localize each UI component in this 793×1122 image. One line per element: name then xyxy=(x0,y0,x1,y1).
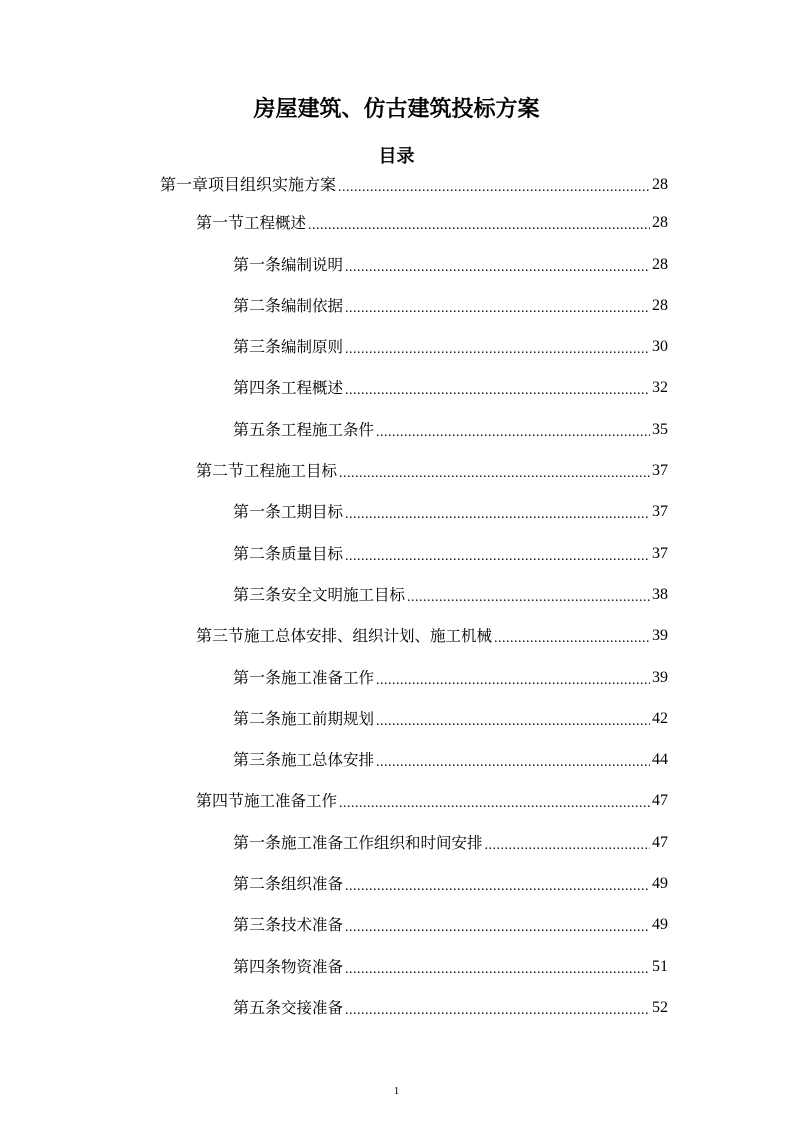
toc-entry-article[interactable] xyxy=(0,282,793,323)
toc-entry-prefix: 第四节 xyxy=(196,791,245,811)
toc-entry-page: 32 xyxy=(652,379,668,397)
toc-entry-page: 44 xyxy=(652,751,668,769)
toc-entry-prefix: 第三条 xyxy=(233,750,282,770)
toc-entry-prefix: 第四条 xyxy=(233,956,282,976)
toc-entry-page: 42 xyxy=(652,709,668,727)
toc-dot-leader xyxy=(345,383,650,399)
toc-entry-heading: 安全文明施工目标 xyxy=(281,585,406,604)
toc-entry-prefix: 第四条 xyxy=(233,378,282,398)
toc-dot-leader xyxy=(308,218,650,234)
toc-entry-page: 37 xyxy=(652,544,668,562)
toc-entry-article[interactable] xyxy=(0,405,793,446)
toc-entry-chapter-1[interactable] xyxy=(0,171,793,199)
toc-entry-article[interactable] xyxy=(0,818,793,859)
toc-entry-article[interactable] xyxy=(0,529,793,570)
toc-dot-leader xyxy=(339,796,650,812)
toc-entry-prefix: 第三节 xyxy=(196,626,245,646)
toc-entry-heading: 编制依据 xyxy=(281,296,344,315)
toc-entry-article[interactable] xyxy=(0,653,793,694)
toc-dot-leader xyxy=(376,425,650,441)
toc-entry-page: 39 xyxy=(652,627,668,645)
toc-entry-page: 28 xyxy=(652,296,668,314)
toc-dot-leader xyxy=(345,549,650,565)
toc-entry-heading: 工程施工条件 xyxy=(281,420,375,439)
toc-dot-leader xyxy=(345,301,650,317)
toc-entry-prefix: 第三条 xyxy=(233,337,282,357)
toc-heading: 目录 xyxy=(378,146,415,167)
toc-entry-page: 35 xyxy=(652,420,668,438)
toc-entry-page: 52 xyxy=(652,998,668,1016)
toc-entry-section-4[interactable] xyxy=(0,777,793,818)
toc-entry-heading: 技术准备 xyxy=(281,916,344,935)
toc-entry-article[interactable] xyxy=(0,364,793,405)
toc-entry-heading: 施工总体安排、组织计划、施工机械 xyxy=(244,627,493,646)
toc-entry-heading: 施工总体安排 xyxy=(281,751,375,770)
toc-entry-prefix: 第二条 xyxy=(233,295,282,315)
toc-entry-article[interactable] xyxy=(0,240,793,281)
toc-entry-heading: 质量目标 xyxy=(281,544,344,563)
toc-dot-leader xyxy=(376,755,650,771)
toc-dot-leader xyxy=(494,631,650,647)
toc-entry-article[interactable] xyxy=(0,901,793,942)
toc-entry-prefix: 第三条 xyxy=(233,584,282,604)
toc-dot-leader xyxy=(345,920,650,936)
toc-dot-leader xyxy=(345,507,650,523)
toc-entry-page: 28 xyxy=(652,255,668,273)
toc-entry-prefix: 第二条 xyxy=(233,708,282,728)
toc-entry-prefix: 第二节 xyxy=(196,461,245,481)
toc-entry-page: 49 xyxy=(652,875,668,893)
toc-entry-heading: 交接准备 xyxy=(281,998,344,1017)
toc-entry-article[interactable] xyxy=(0,942,793,983)
toc-dot-leader xyxy=(376,714,650,730)
toc-entry-page: 30 xyxy=(652,338,668,356)
toc-entry-page: 49 xyxy=(652,916,668,934)
toc-entry-heading: 施工前期规划 xyxy=(281,709,375,728)
toc-entry-heading: 施工准备工作组织和时间安排 xyxy=(281,833,483,852)
toc-dot-leader xyxy=(376,673,650,689)
toc-dot-leader xyxy=(407,590,650,606)
toc-dot-leader xyxy=(338,180,650,196)
toc-entry-page: 39 xyxy=(652,668,668,686)
toc-entry-prefix: 第一条 xyxy=(233,667,282,687)
toc-entry-heading: 施工准备工作 xyxy=(281,668,375,687)
toc-dot-leader xyxy=(485,838,650,854)
toc-dot-leader xyxy=(345,1003,650,1019)
page-number: 1 xyxy=(393,1085,400,1097)
toc-entry-prefix: 第一条 xyxy=(233,832,282,852)
toc-dot-leader xyxy=(345,342,650,358)
toc-entry-article[interactable] xyxy=(0,695,793,736)
toc-entry-page: 37 xyxy=(652,503,668,521)
toc-entry-article[interactable] xyxy=(0,860,793,901)
toc-entry-page: 28 xyxy=(652,214,668,232)
toc-entry-prefix: 第三条 xyxy=(233,915,282,935)
document-title: 房屋建筑、仿古建筑投标方案 xyxy=(253,97,540,122)
toc-entry-prefix: 第一条 xyxy=(233,502,282,522)
toc-entry-page: 47 xyxy=(652,792,668,810)
toc-entry-section-2[interactable] xyxy=(0,447,793,488)
toc-entry-prefix: 第五条 xyxy=(233,997,282,1017)
toc-entry-heading: 工程施工目标 xyxy=(244,462,338,481)
toc-entry-page: 47 xyxy=(652,833,668,851)
toc-entry-heading: 施工准备工作 xyxy=(244,792,338,811)
toc-entry-page: 28 xyxy=(652,176,668,193)
table-of-contents xyxy=(0,171,793,1025)
toc-entry-prefix: 第五条 xyxy=(233,419,282,439)
toc-dot-leader xyxy=(339,466,650,482)
toc-entry-article[interactable] xyxy=(0,488,793,529)
toc-entry-page: 38 xyxy=(652,585,668,603)
toc-dot-leader xyxy=(345,879,650,895)
toc-entry-article[interactable] xyxy=(0,984,793,1025)
toc-entry-prefix: 第一节 xyxy=(196,213,245,233)
toc-entry-section-1[interactable] xyxy=(0,199,793,240)
toc-entry-prefix: 第二条 xyxy=(233,874,282,894)
toc-entry-heading: 项目组织实施方案 xyxy=(208,175,337,194)
toc-entry-heading: 编制原则 xyxy=(281,338,344,357)
toc-entry-heading: 物资准备 xyxy=(281,957,344,976)
toc-entry-page: 37 xyxy=(652,462,668,480)
toc-entry-prefix: 第二条 xyxy=(233,543,282,563)
toc-entry-article[interactable] xyxy=(0,736,793,777)
toc-entry-article[interactable] xyxy=(0,323,793,364)
toc-entry-page: 51 xyxy=(652,957,668,975)
toc-entry-section-3[interactable] xyxy=(0,612,793,653)
toc-entry-heading: 工程概述 xyxy=(244,214,307,233)
toc-entry-heading: 组织准备 xyxy=(281,875,344,894)
toc-entry-heading: 工期目标 xyxy=(281,503,344,522)
toc-entry-heading: 工程概述 xyxy=(281,379,344,398)
toc-dot-leader xyxy=(345,260,650,276)
toc-dot-leader xyxy=(345,962,650,978)
toc-entry-heading: 编制说明 xyxy=(281,255,344,274)
toc-entry-prefix: 第一章 xyxy=(160,175,209,194)
toc-entry-prefix: 第一条 xyxy=(233,254,282,274)
toc-entry-article[interactable] xyxy=(0,571,793,612)
